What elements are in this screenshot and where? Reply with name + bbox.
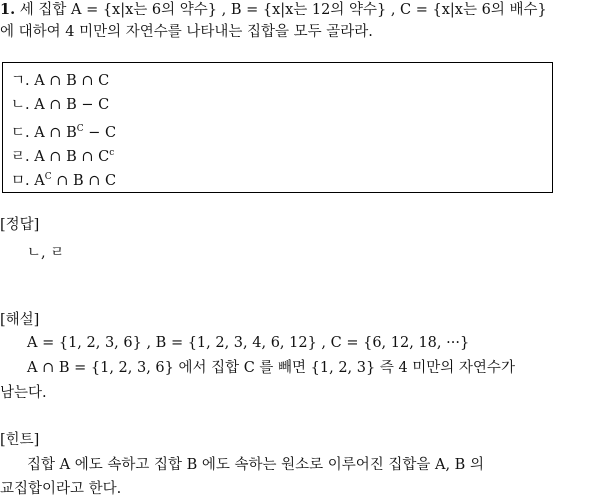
choice-rieul-superscript: c (109, 148, 115, 158)
choice-digeut-superscript: C (76, 124, 84, 134)
explanation-line-3: 남는다. (0, 385, 47, 401)
choice-digeut-tail: − C (88, 125, 117, 141)
problem-number: 1. (0, 1, 16, 18)
explanation-line-2: A ∩ B = {1, 2, 3, 6} 에서 집합 C 를 빼면 {1, 2, 3} 즉 4 미만의 자연수가 (27, 360, 515, 376)
choice-mieum-base: ㅁ. A (11, 173, 45, 189)
answer-text: ㄴ, ㄹ (27, 245, 65, 261)
problem-stem-text: 세 집합 A = {x|x는 6의 약수} , B = {x|x는 12의 약수} , C = {x|x는 6의 배수} (19, 2, 547, 18)
choice-mieum-tail: ∩ B ∩ C (56, 173, 117, 189)
choice-mieum-superscript: C (44, 172, 52, 182)
choice-nieun: ㄴ. A ∩ B − C (11, 97, 110, 113)
choice-rieul-base: ㄹ. A ∩ B ∩ C (11, 149, 110, 165)
choice-digeut (11, 119, 116, 143)
explanation-line-1: A = {1, 2, 3, 6} , B = {1, 2, 3, 4, 6, 12} , C = {6, 12, 18, ···} (27, 335, 470, 351)
problem-stem-line-2: 에 대하여 4 미만의 자연수를 나타내는 집합을 모두 골라라. (0, 24, 373, 40)
answer-heading: [정답] (0, 217, 40, 233)
choice-digeut-base: ㄷ. A ∩ B (11, 125, 77, 141)
choices-box (2, 62, 553, 193)
choice-giyeok: ㄱ. A ∩ B ∩ C (11, 73, 110, 89)
problem-stem-line-1 (0, 0, 547, 20)
hint-line-1: 집합 A 에도 속하고 집합 B 에도 속하는 원소로 이루어진 집합을 A, B 의 (27, 457, 484, 473)
hint-line-2: 교집합이라고 한다. (0, 481, 122, 497)
hint-heading: [힌트] (0, 432, 40, 448)
explanation-heading: [해설] (0, 312, 40, 328)
choice-mieum (11, 167, 116, 191)
choice-rieul (11, 143, 114, 167)
